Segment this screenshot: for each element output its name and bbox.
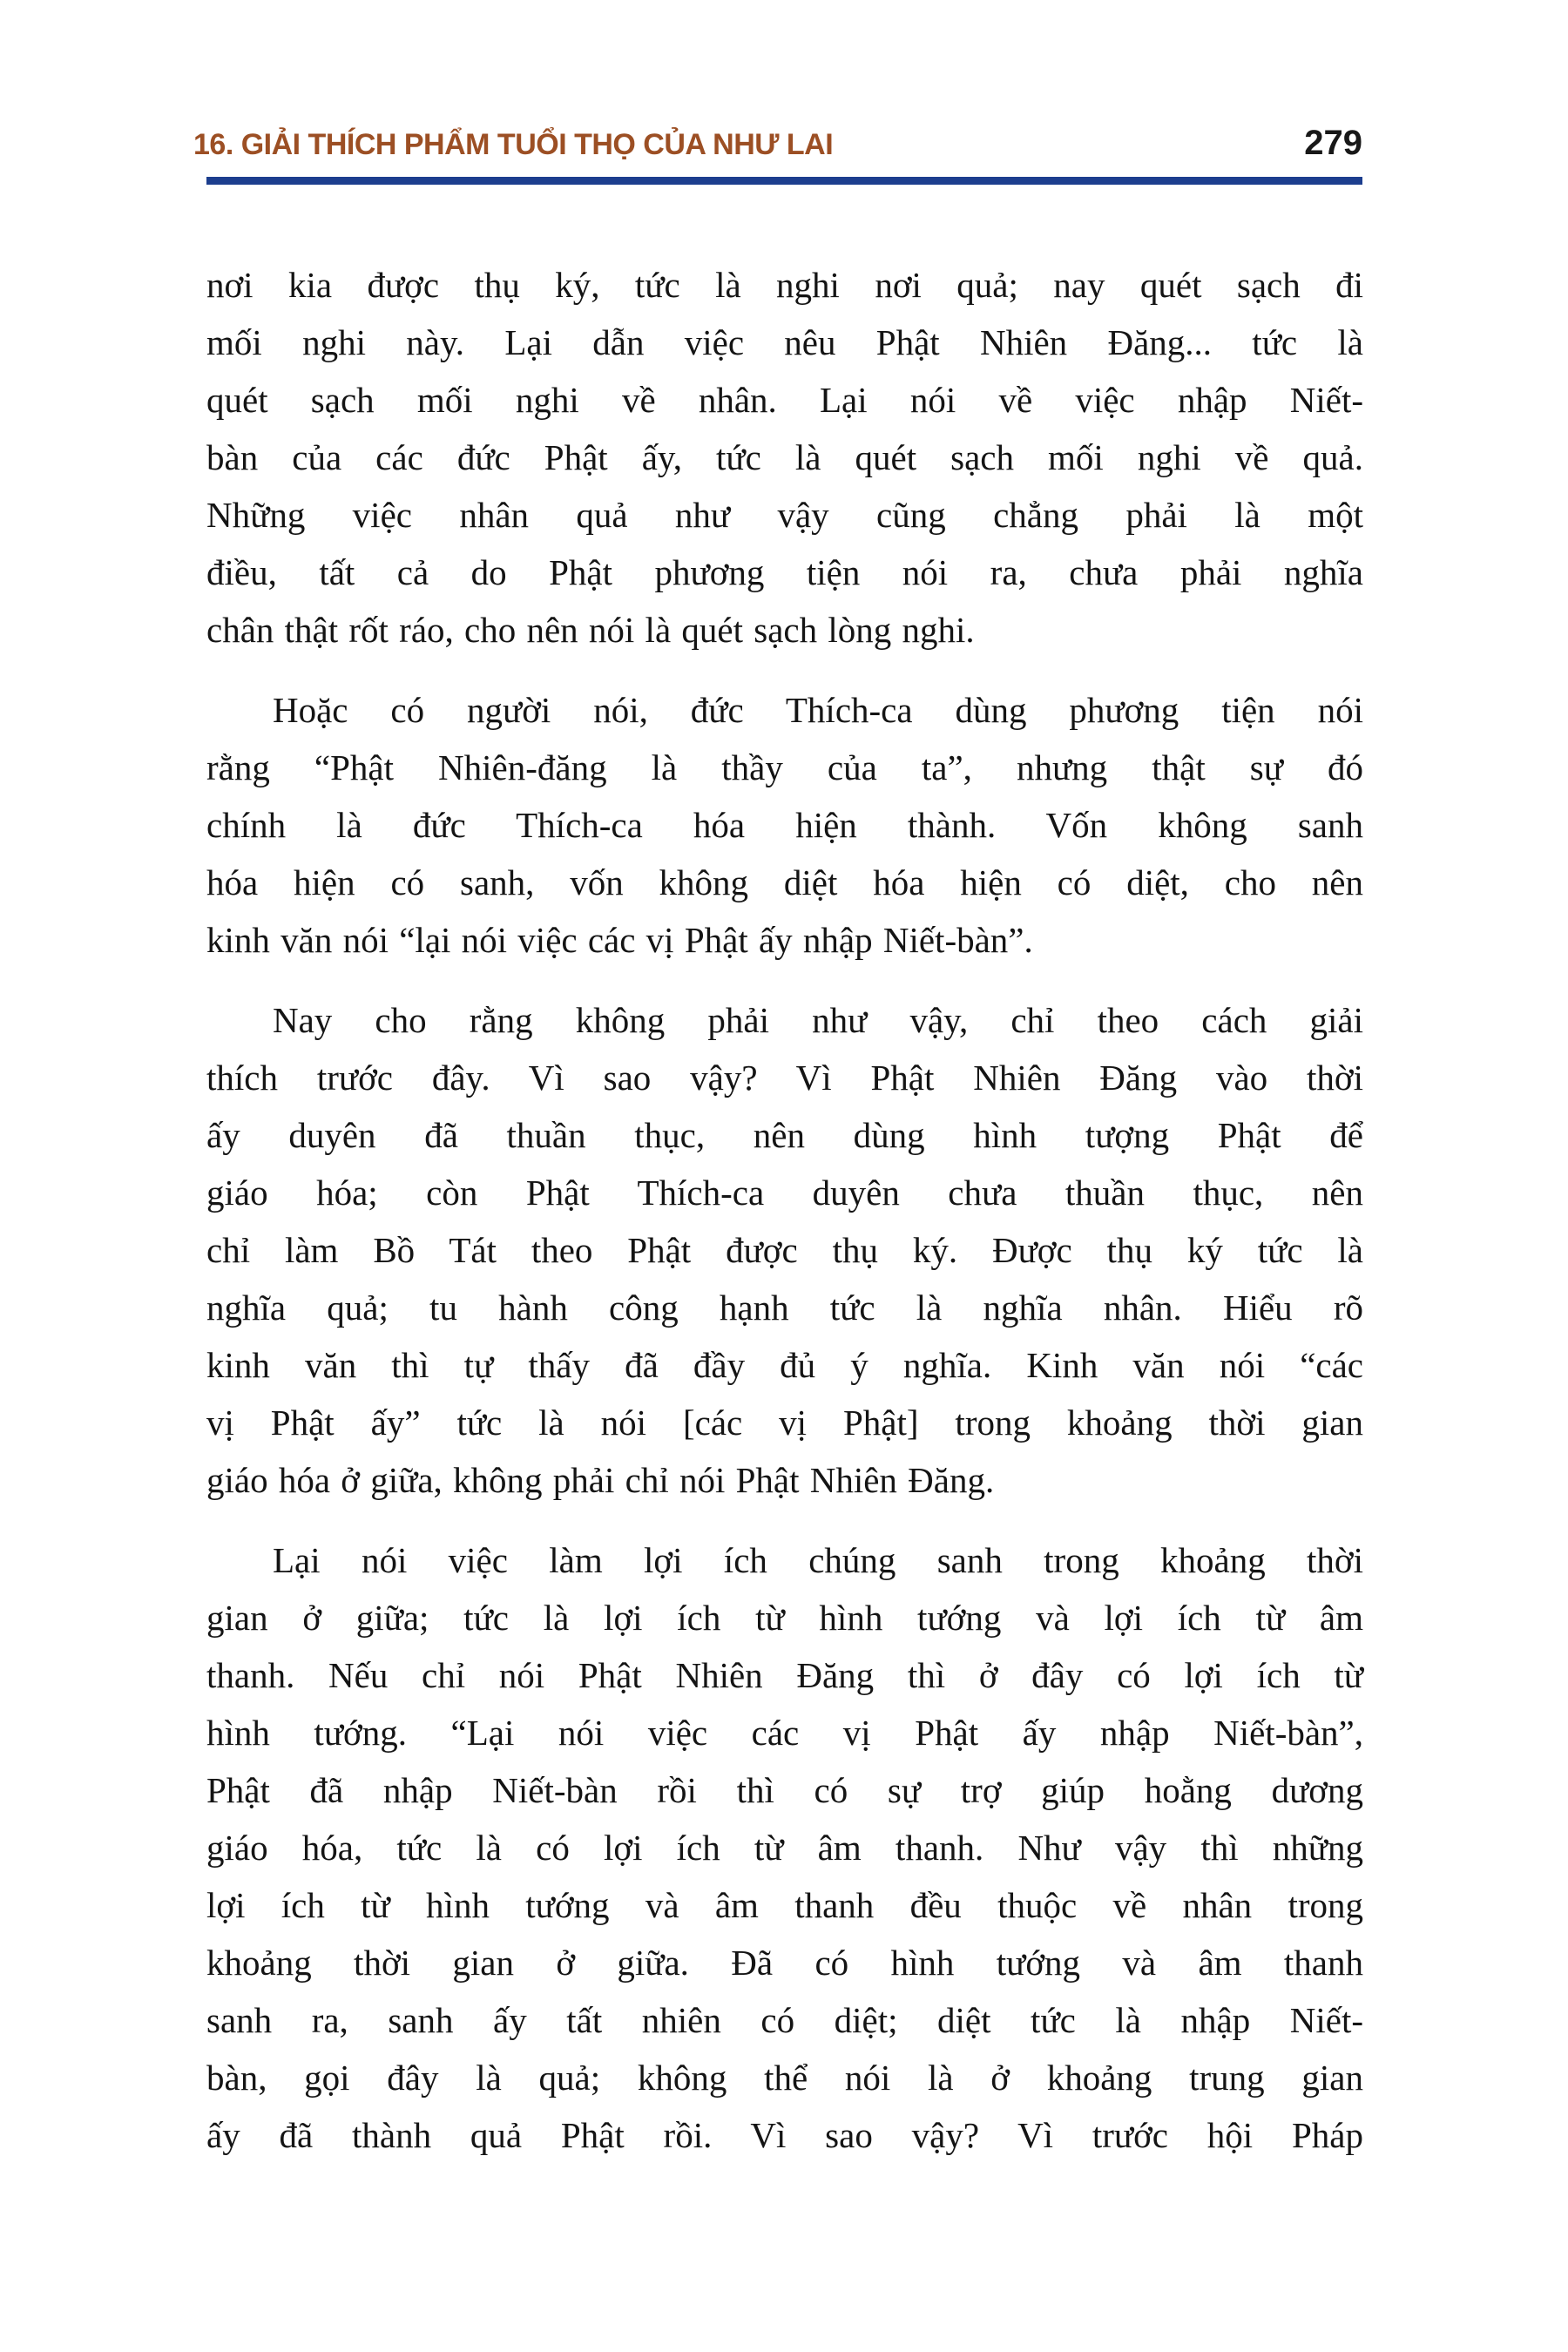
text-line: Lại nói việc làm lợi ích chúng sanh trong khoảng thời [273, 1540, 1363, 1580]
text-line: Nay cho rằng không phải như vậy, chỉ theo cách giải [273, 1000, 1363, 1040]
text-line: lợi ích từ hình tướng và âm thanh đều thuộc về nhân trong [206, 1885, 1363, 1925]
text-line: nghĩa quả; tu hành công hạnh tức là nghĩa nhân. Hiểu rõ [206, 1288, 1363, 1328]
paragraph [206, 1531, 1363, 2164]
text-line: giáo hóa ở giữa, không phải chỉ nói Phật Nhiên Đăng. [206, 1460, 995, 1500]
text-line: giáo hóa, tức là có lợi ích từ âm thanh. Như vậy thì những [206, 1828, 1363, 1868]
text-line: điều, tất cả do Phật phương tiện nói ra, chưa phải nghĩa [206, 552, 1363, 592]
paragraph [206, 991, 1363, 1509]
text-line: vị Phật ấy” tức là nói [các vị Phật] trong khoảng thời gian [206, 1402, 1363, 1443]
text-line: nơi kia được thụ ký, tức là nghi nơi quả; nay quét sạch đi [206, 265, 1363, 305]
text-line: rằng “Phật Nhiên-đăng là thầy của ta”, nhưng thật sự đó [206, 747, 1363, 787]
text-line: bàn của các đức Phật ấy, tức là quét sạch mối nghi về quả. [206, 437, 1363, 477]
page-header [193, 124, 1362, 163]
text-line: mối nghi này. Lại dẫn việc nêu Phật Nhiên Đăng... tức là [206, 322, 1363, 362]
text-line: kinh văn thì tự thấy đã đầy đủ ý nghĩa. Kinh văn nói “các [206, 1345, 1363, 1385]
text-line: chân thật rốt ráo, cho nên nói là quét sạch lòng nghi. [206, 610, 975, 650]
text-line: thích trước đây. Vì sao vậy? Vì Phật Nhiên Đăng vào thời [206, 1058, 1363, 1098]
text-line: hình tướng. “Lại nói việc các vị Phật ấy nhập Niết-bàn”, [206, 1713, 1363, 1753]
page-number: 279 [1304, 124, 1362, 162]
text-line: chỉ làm Bồ Tát theo Phật được thụ ký. Được thụ ký tức là [206, 1230, 1363, 1270]
text-line: ấy duyên đã thuần thục, nên dùng hình tượng Phật để [206, 1115, 1363, 1155]
body-text-block [206, 256, 1363, 2186]
text-line: chính là đức Thích-ca hóa hiện thành. Vốn không sanh [206, 805, 1363, 845]
text-line: gian ở giữa; tức là lợi ích từ hình tướng và lợi ích từ âm [206, 1598, 1363, 1638]
text-line: quét sạch mối nghi về nhân. Lại nói về việc nhập Niết- [206, 380, 1363, 420]
text-line: sanh ra, sanh ấy tất nhiên có diệt; diệt tức là nhập Niết- [206, 2000, 1363, 2040]
text-line: Phật đã nhập Niết-bàn rồi thì có sự trợ giúp hoằng dương [206, 1770, 1363, 1810]
text-line: Những việc nhân quả như vậy cũng chẳng phải là một [206, 495, 1363, 535]
text-line: giáo hóa; còn Phật Thích-ca duyên chưa thuần thục, nên [206, 1173, 1363, 1213]
header-rule-divider [206, 177, 1362, 185]
paragraph [206, 256, 1363, 659]
text-line: hóa hiện có sanh, vốn không diệt hóa hiện có diệt, cho nên [206, 862, 1363, 902]
text-line: ấy đã thành quả Phật rồi. Vì sao vậy? Vì trước hội Pháp [206, 2115, 1363, 2155]
text-line: thanh. Nếu chỉ nói Phật Nhiên Đăng thì ở đây có lợi ích từ [206, 1655, 1363, 1695]
text-line: bàn, gọi đây là quả; không thể nói là ở khoảng trung gian [206, 2058, 1363, 2098]
text-line: kinh văn nói “lại nói việc các vị Phật ấy nhập Niết-bàn”. [206, 920, 1033, 960]
running-head-chapter-title: 16. GIẢI THÍCH PHẨM TUỔI THỌ CỦA NHƯ LAI [193, 128, 834, 161]
text-line: khoảng thời gian ở giữa. Đã có hình tướng và âm thanh [206, 1943, 1363, 1983]
paragraph [206, 681, 1363, 969]
text-line: Hoặc có người nói, đức Thích-ca dùng phương tiện nói [273, 690, 1363, 730]
